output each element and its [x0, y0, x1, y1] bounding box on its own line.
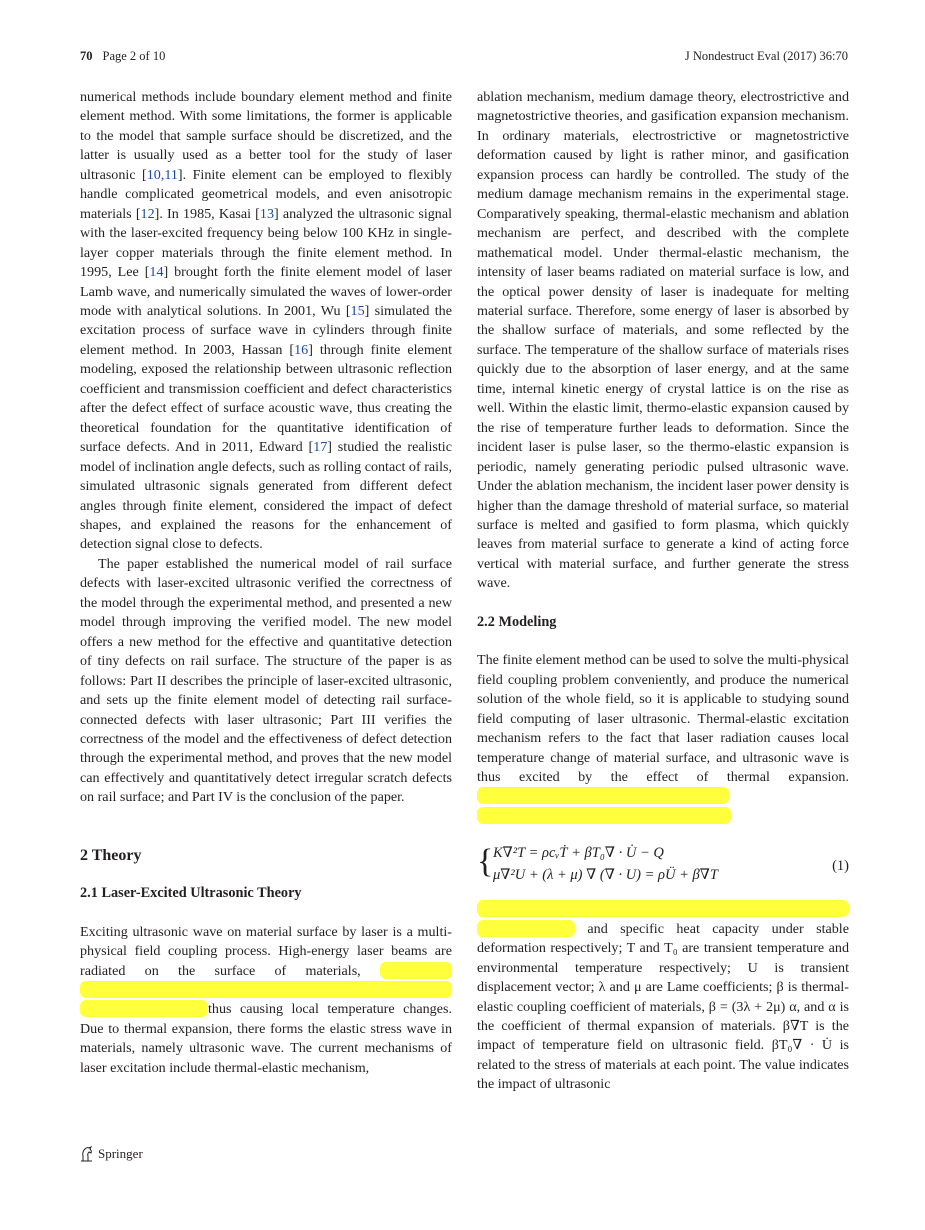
highlight-mark — [477, 787, 729, 804]
text-run: ] analyzed the ultrasonic signal with the laser-excited frequency being below 100 KHz in single-layer copper materials through the finite element method. In 1995, Lee [ — [80, 205, 453, 281]
paragraph-laser-excitation — [80, 923, 452, 1079]
reference-link-12[interactable]: 12 — [140, 205, 155, 222]
equation-number: (1) — [832, 858, 849, 875]
equation-line-heat: K∇²T = ρcᵥṪ + βT₀∇ · U̇ − Q — [493, 845, 664, 862]
text-run: The finite element method can be used to solve the multi-physical field coupling problem conveniently, and produce the numerical solution of the whole field, so it is applicable to studying sound field computing of laser ultrasonic. Thermal-elastic excitation mechanism refers to the fact that laser radiation causes local temperature change of material surface, and ultrasonic wave is thus excited by the effect of thermal expansion. — [477, 652, 849, 785]
springer-horse-icon — [80, 1146, 94, 1162]
journal-citation: J Nondestruct Eval (2017) 36:70 — [684, 49, 848, 63]
text-run: ]. In 1985, Kasai [ — [154, 205, 260, 222]
equation-brace: { — [477, 843, 494, 881]
highlight-mark — [477, 807, 731, 824]
highlight-mark — [477, 900, 849, 917]
header-left — [80, 49, 165, 64]
subsection-title-modeling: 2.2 Modeling — [477, 613, 557, 630]
text-run: Exciting ultrasonic wave on material surface by laser is a multi-physical field coupling process. High-energy laser beams are radiated on the surface of materials, — [80, 923, 452, 979]
text-run: ] simulated the excitation process of surface wave in cylinders through finite element method. In 2003, Hassan [ — [80, 302, 452, 358]
text-run: ]. Finite element can be employed to flexibly handle complicated geometrical models, and even anisotropic materials [ — [80, 166, 452, 222]
footer — [80, 1146, 143, 1162]
paragraph-variables — [477, 900, 849, 1095]
paragraph-modeling — [477, 651, 849, 826]
reference-link-15[interactable]: 15 — [350, 302, 365, 319]
section-title-theory: 2 Theory — [80, 846, 142, 864]
text-run: ] through finite element modeling, exposed the relationship between ultrasonic reflection coefficient and transmission coefficient and defect characteristics after the defect effect of surface acoustic wave, thus creating the theoretical foundation for the quantitative identification of surface defects. And in 2011, Edward [ — [80, 341, 452, 456]
page-label: Page 2 of 10 — [102, 49, 166, 63]
text-run: ] brought forth the finite element model of laser Lamb wave, and numerically simulated the waves of lower-order mode with analytical solutions. In 2001, Wu [ — [80, 264, 452, 319]
paragraph-numerical-methods — [80, 88, 452, 555]
text-run: ] studied the realistic model of inclination angle defects, such as rolling contact of rails, simulated ultrasonic signals generated from different defect angles through finite element, considered the impact of defect shapes, and explained the reasons for the enhancement of detection signal close to defects. — [80, 439, 452, 553]
text-run: thus causing local temperature changes. Due to thermal expansion, there forms the elastic stress wave in materials, namely ultrasonic wave. The current mechanisms of laser excitation include thermal-elastic mechanism, — [80, 1001, 452, 1076]
reference-link-16[interactable]: 16 — [294, 341, 309, 358]
highlight-mark — [477, 920, 575, 937]
reference-link-17[interactable]: 17 — [313, 439, 328, 456]
right-column — [477, 88, 849, 1095]
paragraph-paper-structure: The paper established the numerical model of rail surface defects with laser-excited ultrasonic verified the correctness of the model through the experimental method, and presented a new model through improving the verified model. The new model offers a new method for the effective and quantitative detection of tiny defects on rail surface. The structure of the paper is as follows: Part II describes the principle of laser-excited ultrasonic, and sets up the finite element model of detecting rail surface-connected defects with laser ultrasonic; Part III verifies the correctness of the model and the effectiveness of defect detection through the experimental method, and proves that the new model can effectively and quantitatively detect irregular scratch defects on rail surface; and Part IV is the conclusion of the paper. — [80, 555, 452, 806]
paragraph-mechanisms: ablation mechanism, medium damage theory, electrostrictive and magnetostrictive theories, and gasification expansion mechanism. In ordinary materials, electrostrictive or magnetostrictive deformation caused by light is rather minor, and gasification expansion process can hardly be controlled. The study of the medium damage mechanism remains in the experimental stage. Comparatively speaking, thermal-elastic mechanism and ablation mechanism are perfect, and described with the complete mathematical model. Under thermal-elastic mechanism, the intensity of laser beams radiated on material surface is low, and the optical power density of laser is inadequate for melting material surface. Therefore, some energy of laser is absorbed by the shallow surface of materials, and some reflected by the surface. The temperature of the shallow surface of materials rises quickly due to the absorption of laser energy, and at the same time, internal kinetic energy of crystal lattice is on the rise as well. Within the elastic limit, thermo-elastic expansion caused by the rise of temperature further leads to deformation. Since the incident laser is pulse laser, so the thermo-elastic expansion is periodic, namely generating periodic pulsed ultrasonic wave. Under the ablation mechanism, the incident laser power density is higher than the damage threshold of material surface, so material surface is melted and gasified to form plasma, which quickly leaves from material surface to generate a kind of acting force vertical with material surface, and further generate the stress wave. — [477, 89, 849, 592]
text-run: numerical methods include boundary element method and finite element method. With some limitations, the former is applicable to the model that sample surface should be discretized, and the latter is usually used as a better tool for the study of laser ultrasonic [ — [80, 89, 452, 183]
equation-line-wave: μ∇²U + (λ + μ) ∇ (∇ · U) = ρÜ + β∇T — [493, 867, 718, 884]
equation-1 — [477, 844, 849, 888]
highlight-mark — [80, 981, 452, 998]
highlight-mark — [80, 1000, 208, 1017]
highlight-mark — [380, 962, 452, 979]
reference-link-14[interactable]: 14 — [149, 264, 164, 281]
subsection-title-laser-excited: 2.1 Laser-Excited Ultrasonic Theory — [80, 885, 302, 902]
running-header — [80, 49, 848, 69]
publisher-name: Springer — [98, 1146, 143, 1161]
reference-link-10-11[interactable]: 10,11 — [146, 166, 178, 183]
page-number: 70 — [80, 49, 93, 63]
left-column — [80, 88, 452, 1078]
reference-link-13[interactable]: 13 — [259, 205, 274, 222]
text-run: and specific heat capacity under stable deformation respectively; T and T₀ are transient temperature and environmental temperature respectively; U is transient displacement vector; λ and μ are Lame coefficients; β is thermal-elastic coupling coefficient of materials, β = (3λ + 2μ) α, and α is the coefficient of thermal expansion of materials. β∇T is the impact of temperature field on ultrasonic field. βT₀∇ · U̇ is related to the stress of materials at each point. The value indicates the impact of ultrasonic — [477, 920, 849, 1093]
